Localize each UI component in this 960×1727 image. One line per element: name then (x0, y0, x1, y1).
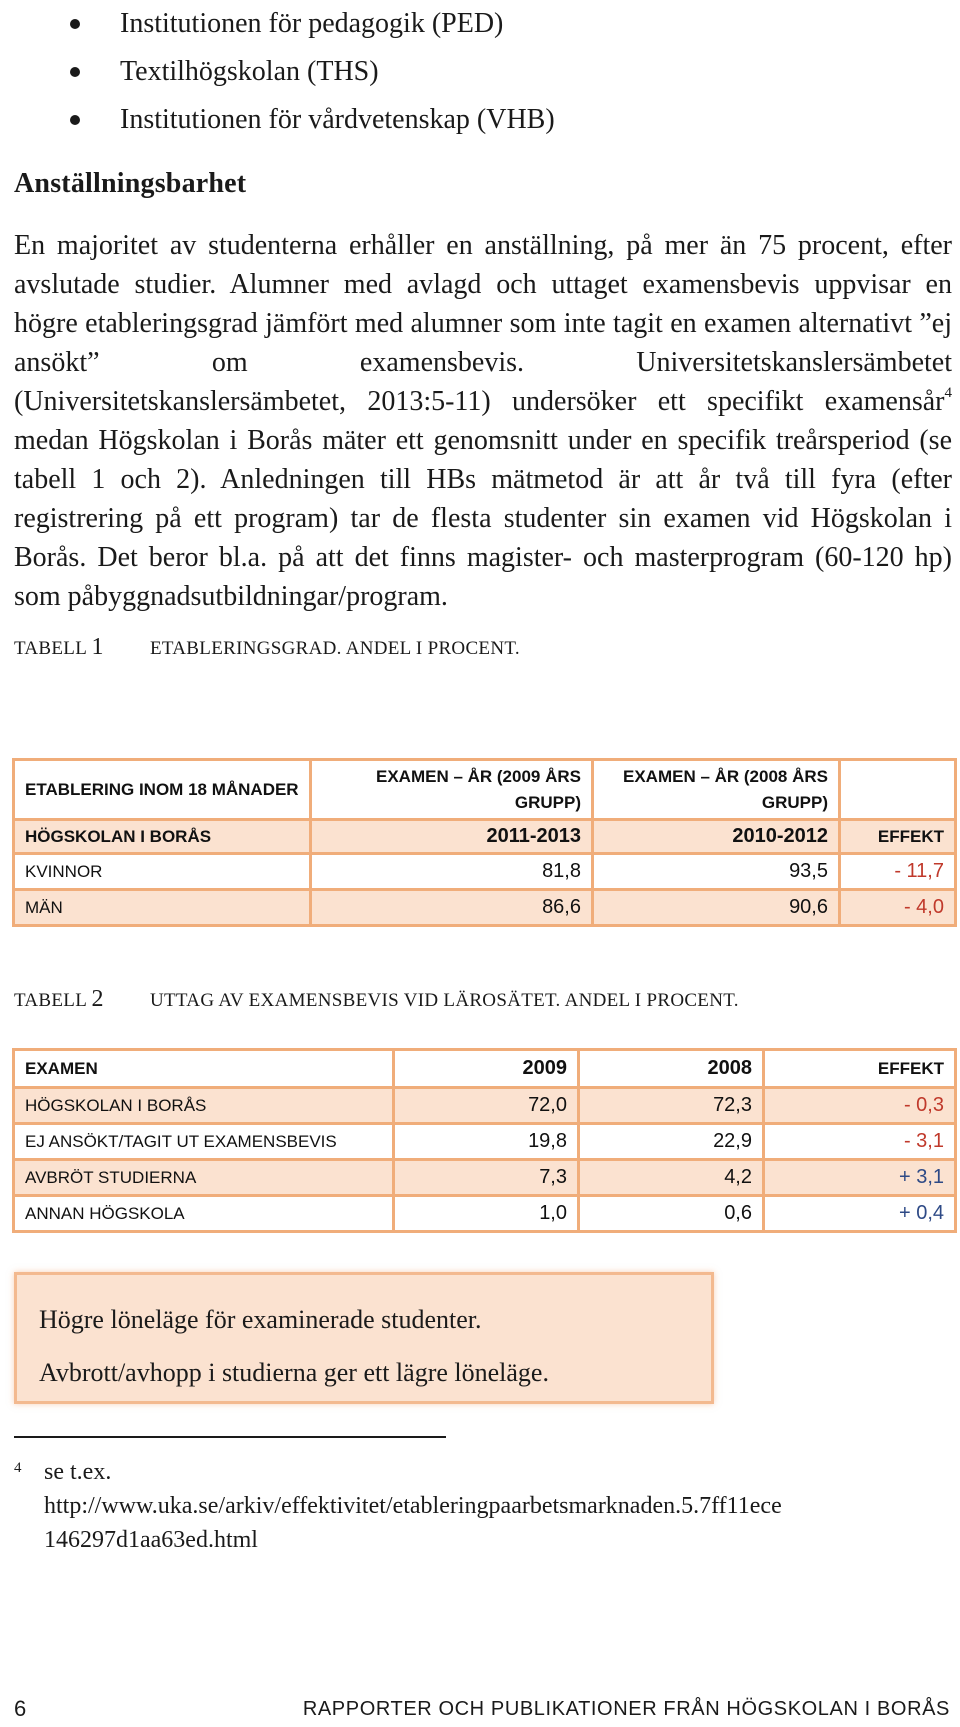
table-cell: 1,0 (394, 1196, 579, 1232)
list-item: Institutionen för vårdvetenskap (VHB) (70, 96, 555, 144)
table-subheader-cell: 2010-2012 (593, 820, 840, 854)
table-cell: 22,9 (579, 1124, 764, 1160)
table-cell: 72,0 (394, 1088, 579, 1124)
table-header-row (14, 760, 956, 820)
table-subheader-cell: EFFEKT (840, 820, 956, 854)
table1-caption: TABELL 1 ETABLERINGSGRAD. ANDEL I PROCENT. (14, 634, 520, 660)
footnote-mark: 4 (14, 1460, 22, 1476)
table-header-cell: EFFEKT (764, 1050, 956, 1088)
table-degree-withdrawal (12, 1048, 957, 1233)
table-header-cell: EXAMEN – ÅR (2009 ÅRS GRUPP) (311, 760, 593, 820)
table-cell: 7,3 (394, 1160, 579, 1196)
table-header-cell: EXAMEN – ÅR (2008 ÅRS GRUPP) (593, 760, 840, 820)
table-header-cell (840, 760, 956, 820)
table-cell: EJ ANSÖKT/TAGIT UT EXAMENSBEVIS (14, 1124, 394, 1160)
table-row (14, 1088, 956, 1124)
bullet-icon (70, 115, 80, 125)
page-footer (14, 1696, 950, 1724)
table-subheader-row (14, 820, 956, 854)
table-cell: 4,2 (579, 1160, 764, 1196)
section-heading: Anställningsbarhet (14, 168, 247, 199)
table-header-cell: ETABLERING INOM 18 MÅNADER (14, 760, 311, 820)
table2-caption: TABELL 2 UTTAG AV EXAMENSBEVIS VID LÄROSÄTET. ANDEL I PROCENT. (14, 986, 739, 1012)
table-header-row (14, 1050, 956, 1088)
footnote: 4 se t.ex. http://www.uka.se/arkiv/effektivitet/etableringpaarbetsmarknaden.5.7ff11ece 146297d1aa63ed.html (14, 1455, 944, 1557)
table-cell: + 3,1 (764, 1160, 956, 1196)
footnote-link-continued[interactable]: 146297d1aa63ed.html (44, 1527, 258, 1553)
footnote-link[interactable]: http://www.uka.se/arkiv/effektivitet/etableringpaarbetsmarknaden.5.7ff11ece (44, 1493, 782, 1519)
publication-title: RAPPORTER OCH PUBLIKATIONER FRÅN HÖGSKOLAN I BORÅS (302, 1698, 950, 1720)
table-cell: AVBRÖT STUDIERNA (14, 1160, 394, 1196)
table-establishment (12, 758, 957, 927)
table-row (14, 1124, 956, 1160)
table-cell: 72,3 (579, 1088, 764, 1124)
table-cell: 90,6 (593, 890, 840, 926)
table-cell: - 4,0 (840, 890, 956, 926)
table-cell: 93,5 (593, 854, 840, 890)
table-header-cell: EXAMEN (14, 1050, 394, 1088)
table-cell: MÄN (14, 890, 311, 926)
footnote-divider (14, 1436, 446, 1438)
table-cell: KVINNOR (14, 854, 311, 890)
table-header-cell: 2008 (579, 1050, 764, 1088)
institution-list (70, 0, 555, 144)
bullet-icon (70, 19, 80, 29)
table-cell: 0,6 (579, 1196, 764, 1232)
highlight-box (14, 1272, 714, 1404)
table-subheader-cell: HÖGSKOLAN I BORÅS (14, 820, 311, 854)
table-cell: ANNAN HÖGSKOLA (14, 1196, 394, 1232)
page-number: 6 (14, 1696, 27, 1721)
table-cell: 19,8 (394, 1124, 579, 1160)
table-row (14, 1160, 956, 1196)
footnote-reference[interactable]: 4 (944, 385, 952, 401)
table-cell: 81,8 (311, 854, 593, 890)
table-cell: 86,6 (311, 890, 593, 926)
list-item: Textilhögskolan (THS) (70, 48, 555, 96)
highlight-line: Avbrott/avhopp i studierna ger ett lägre löneläge. (39, 1358, 549, 1387)
bullet-icon (70, 67, 80, 77)
list-item: Institutionen för pedagogik (PED) (70, 0, 555, 48)
table-row (14, 854, 956, 890)
table-header-cell: 2009 (394, 1050, 579, 1088)
table-cell: - 0,3 (764, 1088, 956, 1124)
table-row (14, 890, 956, 926)
table-cell: - 11,7 (840, 854, 956, 890)
table-cell: - 3,1 (764, 1124, 956, 1160)
highlight-line: Högre löneläge för examinerade studenter. (39, 1305, 482, 1334)
table-cell: + 0,4 (764, 1196, 956, 1232)
table-cell: HÖGSKOLAN I BORÅS (14, 1088, 394, 1124)
body-paragraph: En majoritet av studenterna erhåller en anställning, på mer än 75 procent, efter avslutade studier. Alumner med avlagd och uttaget examensbevis uppvisar en högre etableringsgrad jämfört med alumner som inte tagit en examen alternativt ”ej ansökt” om examensbevis. Universitetskanslersämbetet (Universitetskanslersämbetet, 2013:5-11) undersöker ett specifikt examensår$^4$ medan Högskolan i Borås mäter ett genomsnitt under en specifik treårsperiod (se tabell 1 och 2). Anledningen till HBs mätmetod är att år två till fyra (efter registrering på ett program) tar de flesta studenter sin examen vid Högskolan i Borås. Det beror bl.a. på att det finns magister- och masterprogram (60-120 hp) som påbyggnadsutbildningar/program. (14, 230, 952, 612)
table-row (14, 1196, 956, 1232)
table-subheader-cell: 2011-2013 (311, 820, 593, 854)
